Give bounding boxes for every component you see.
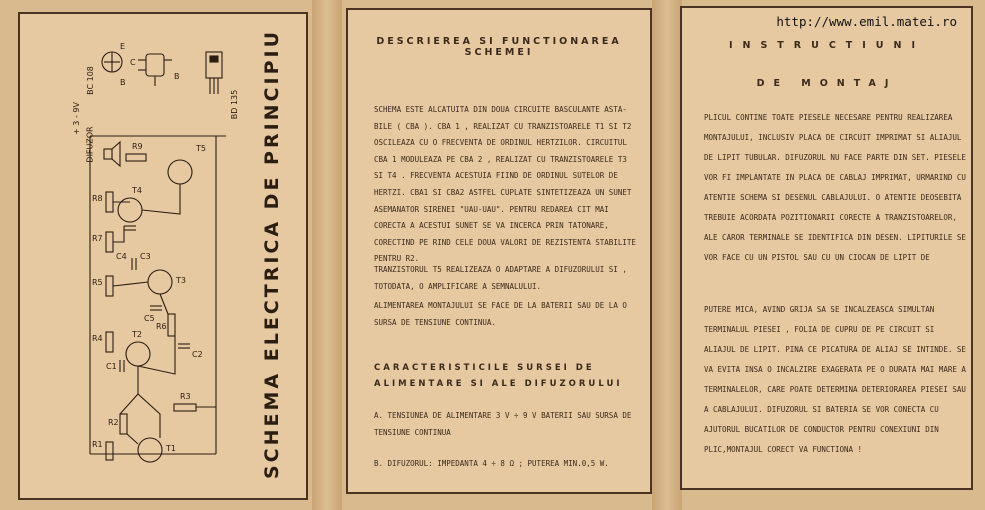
page-fold	[312, 0, 342, 510]
c2-label: C2	[192, 350, 203, 359]
t1-label: T1	[166, 444, 176, 453]
characteristics-title: CARACTERISTICILE SURSEI DE ALIMENTARE SI ALE DIFUZORULUI	[374, 363, 623, 389]
r1-label: R1	[92, 440, 103, 449]
pin-c-label: C	[130, 58, 136, 67]
difuzor-label: DIFUZOR	[85, 126, 95, 163]
t2-label: T2	[132, 330, 142, 339]
c1-label: C1	[106, 362, 117, 371]
c3-label: C3	[140, 252, 151, 261]
page-fold	[652, 0, 682, 510]
instructions-paragraph: PUTERE MICA, AVIND GRIJA SA SE INCALZEASCA SIMULTAN TERMINALUL PIESEI , FOLIA DE CUPRU DE PE CIRCUIT SI ALIAJUL DE LIPIT. PINA CE PICATURA DE ALIAJ SE INTINDE. SE VA EVITA INSA O INCALZIRE EXAGERATA PE O DURATA MAI MARE A TERMINALELOR, CARE POATE DETERMINA DETERIORAREA PIESEI SAU A CABLAJULUI. DIFUZORUL SI BATERIA SE VOR CONECTA CU AJUTORUL BUCATILOR DE CONDUCTOR PENTRU CONEXIUNI DIN PLIC,MONTAJUL CORECT VA FUNCTIONA !	[704, 305, 966, 454]
description-panel	[346, 8, 652, 494]
description-paragraph: TRANZISTORUL T5 REALIZEAZA O ADAPTARE A DIFUZORULUI SI , TOTODATA, O AMPLIFICARE A SEMNALULUI.	[374, 265, 627, 291]
bc108-label: BC 108	[85, 66, 95, 95]
schematic-panel	[18, 12, 308, 500]
description-title: DESCRIEREA SI FUNCTIONAREA SCHEMEI	[376, 36, 622, 58]
pin-b2-label: B	[174, 72, 180, 81]
pin-b-label: B	[120, 78, 126, 87]
r9-label: R9	[132, 142, 143, 151]
website-url: http://www.emil.matei.ro	[776, 14, 957, 29]
instructions-panel	[680, 6, 973, 490]
description-paragraph: ALIMENTAREA MONTAJULUI SE FACE DE LA BATERII SAU DE LA O SURSA DE TENSIUNE CONTINUA.	[374, 301, 627, 327]
r4-label: R4	[92, 334, 103, 343]
t5-label: T5	[196, 144, 206, 153]
supply-label: + 3 - 9V	[71, 102, 81, 135]
r6-label: R6	[156, 322, 167, 331]
bd135-label: BD 135	[230, 89, 240, 120]
t3-label: T3	[176, 276, 186, 285]
description-paragraph: SCHEMA ESTE ALCATUITA DIN DOUA CIRCUITE BASCULANTE ASTA-BILE ( CBA ). CBA 1 , REALIZAT CU TRANZISTOARELE T1 SI T2 OSCILEAZA CU O FRECVENTA DE ORDINUL HERTZILOR. CIRCUITUL CBA 1 MODULEAZA PE CBA 2 , REALIZAT CU TRANZISTOARELE T3 SI T4 . FRECVENTA ACESTUIA FIIND DE ORDINUL SUTELOR DE HERTZI. CBA1 SI CBA2 ASTFEL CUPLATE SINTETIZEAZA UN SUNET ASEMANATOR SIRENEI "UAU-UAU". PENTRU REDAREA CIT MAI CORECTA A ACESTUI SUNET SE VA INCERCA PRIN TATONARE, CORECTIND PE RIND CELE DOUA VALORI DE REZISTENTA STABILITE PENTRU R2.	[374, 105, 636, 264]
r8-label: R8	[92, 194, 103, 203]
c5-label: C5	[144, 314, 155, 323]
r7-label: R7	[92, 234, 103, 243]
c4-label: C4	[116, 252, 127, 261]
r2-label: R2	[108, 418, 119, 427]
pin-e-label: E	[120, 42, 126, 51]
instructions-title: INSTRUCTIUNI	[728, 40, 926, 51]
instructions-paragraph: PLICUL CONTINE TOATE PIESELE NECESARE PENTRU REALIZAREA MONTAJULUI, INCLUSIV PLACA DE CIRCUIT IMPRIMAT SI ALIAJUL DE LIPIT TUBULAR. DIFUZORUL NU FACE PARTE DIN SET. PIESELE VOR FI IMPLANTATE IN PLACA DE CABLAJ IMPRIMAT, URMARIND CU ATENTIE SCHEMA SI DESENUL CABLAJULUI. O ATENTIE DEOSEBITA TREBUIE ACORDATA POZITIONARII CORECTE A TRANZISTOARELOR, ALE CAROR TERMINALE SE IDENTIFICA DIN DESEN. LIPITURILE SE VOR FACE CU UN PISTOL SAU CU UN CIOCAN DE LIPIT DE	[704, 113, 966, 262]
r5-label: R5	[92, 278, 103, 287]
r3-label: R3	[180, 392, 191, 401]
instructions-subtitle: DE MONTAJ	[756, 78, 898, 89]
schematic-title: SCHEMA ELECTRICA DE PRINCIPIU	[261, 29, 283, 479]
characteristic-item: B. DIFUZORUL: IMPEDANTA 4 ÷ 8 Ω ; PUTEREA MIN.0,5 W.	[374, 459, 609, 468]
t4-label: T4	[132, 186, 142, 195]
characteristic-item: A. TENSIUNEA DE ALIMENTARE 3 V ÷ 9 V BATERII SAU SURSA DE TENSIUNE CONTINUA	[374, 411, 632, 437]
